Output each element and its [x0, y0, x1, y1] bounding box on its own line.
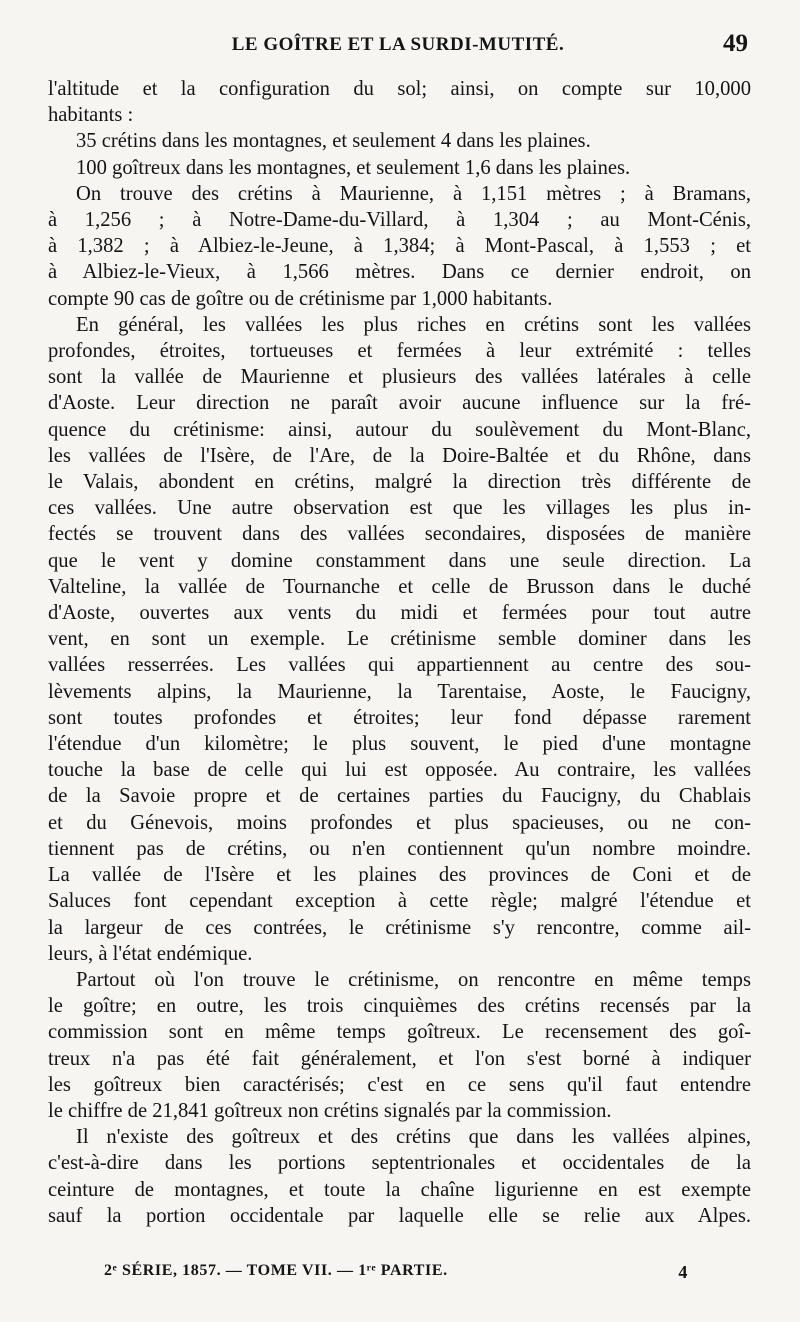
text-line: à Albiez-le-Vieux, à 1,566 mètres. Dans ce dernier endroit, on [48, 261, 751, 284]
text-line: et du Génevois, moins profondes et plus spacieuses, ou ne con- [48, 811, 751, 834]
text-line: leurs, à l'état endémique. [48, 942, 253, 965]
text-line: La vallée de l'Isère et les plaines des provinces de Coni et de [48, 864, 751, 887]
text-line: sont toutes profondes et étroites; leur fond dépasse rarement [48, 706, 751, 729]
text-line: tiennent pas de crétins, ou n'en contiennent qu'un nombre moindre. [48, 837, 751, 860]
text-line: l'étendue d'un kilomètre; le plus souvent, le pied d'une montagne [48, 733, 751, 756]
text-line: le goître; en outre, les trois cinquièmes des crétins recensés par la [48, 995, 751, 1018]
text-line: On trouve des crétins à Maurienne, à 1,151 mètres ; à Bramans, [76, 182, 751, 205]
text-line: sauf la portion occidentale par laquelle elle se relie aux Alpes. [48, 1204, 751, 1227]
text-line: profondes, étroites, tortueuses et fermées à leur extrémité : telles [48, 340, 751, 363]
text-line: ces vallées. Une autre observation est que les villages les plus in- [48, 497, 751, 520]
text-line: la largeur de ces contrées, le crétinisme s'y rencontre, comme ail- [48, 916, 751, 939]
text-line: compte 90 cas de goître ou de crétinisme par 1,000 habitants. [48, 287, 553, 310]
text-line: vallées resserrées. Les vallées qui appartiennent au centre des sou- [48, 654, 751, 677]
text-line: touche la base de celle qui lui est opposée. Au contraire, les vallées [48, 759, 751, 782]
text-line: Saluces font cependant exception à cette règle; malgré l'étendue et [48, 890, 751, 913]
text-line: habitants : [48, 104, 134, 127]
text-line: l'altitude et la configuration du sol; ainsi, on compte sur 10,000 [48, 78, 751, 100]
text-line: lèvements alpins, la Maurienne, la Tarentaise, Aoste, le Faucigny, [48, 680, 751, 703]
text-line: vent, en sont un exemple. Le crétinisme semble dominer dans les [48, 628, 751, 651]
series-line: 2ᵉ SÉRIE, 1857. — TOME VII. — 1ʳᵉ PARTIE. [104, 1262, 448, 1279]
text-line: 100 goîtreux dans les montagnes, et seulement 1,6 dans les plaines. [76, 156, 631, 179]
page-header [48, 30, 748, 64]
text-line: d'Aoste. Leur direction ne paraît avoir aucune influence sur la fré- [48, 392, 751, 415]
text-line: les vallées de l'Isère, de l'Are, de la Doire-Baltée et du Rhône, dans [48, 444, 751, 467]
text-line: ceinture de montagnes, et toute la chaîne ligurienne en est exempte [48, 1178, 751, 1201]
text-line: Partout où l'on trouve le crétinisme, on rencontre en même temps [76, 968, 751, 991]
body-text [48, 76, 751, 1229]
text-line: que le vent y domine constamment dans une seule direction. La [48, 549, 751, 572]
text-line: les goîtreux bien caractérisés; c'est en ce sens qu'il faut entendre [48, 1073, 751, 1096]
text-line: treux n'a pas été fait généralement, et l'on s'est borné à indiquer [48, 1047, 751, 1070]
text-line: fectés se trouvent dans des vallées secondaires, disposées de manière [48, 523, 751, 546]
text-line: de la Savoie propre et de certaines parties du Faucigny, du Chablais [48, 785, 751, 808]
text-line: Valteline, la vallée de Tournanche et celle de Brusson dans le duché [48, 575, 751, 598]
signature-mark: 4 [678, 1262, 688, 1282]
text-line: le Valais, abondent en crétins, malgré la direction très différente de [48, 471, 751, 494]
running-title: LE GOÎTRE ET LA SURDI-MUTITÉ. [231, 34, 565, 55]
text-line: En général, les vallées les plus riches en crétins sont les vallées [76, 313, 751, 336]
text-line: commission sont en même temps goîtreux. Le recensement des goî- [48, 1021, 751, 1044]
text-line: sont la vallée de Maurienne et plusieurs des vallées latérales à celle [48, 366, 751, 389]
text-line: à 1,382 ; à Albiez-le-Jeune, à 1,384; à Mont-Pascal, à 1,553 ; et [48, 235, 751, 258]
page-number: 49 [723, 30, 748, 57]
text-line: le chiffre de 21,841 goîtreux non crétins signalés par la commission. [48, 1099, 612, 1122]
text-line: d'Aoste, ouvertes aux vents du midi et fermées pour tout autre [48, 602, 751, 625]
text-line: quence du crétinisme: ainsi, autour du soulèvement du Mont-Blanc, [48, 418, 751, 441]
text-line: à 1,256 ; à Notre-Dame-du-Villard, à 1,304 ; au Mont-Cénis, [48, 209, 751, 232]
page-footer [104, 1262, 688, 1288]
text-line: 35 crétins dans les montagnes, et seulement 4 dans les plaines. [76, 130, 591, 153]
text-line: Il n'existe des goîtreux et des crétins que dans les vallées alpines, [76, 1126, 751, 1149]
text-line: c'est-à-dire dans les portions septentrionales et occidentales de la [48, 1152, 751, 1175]
